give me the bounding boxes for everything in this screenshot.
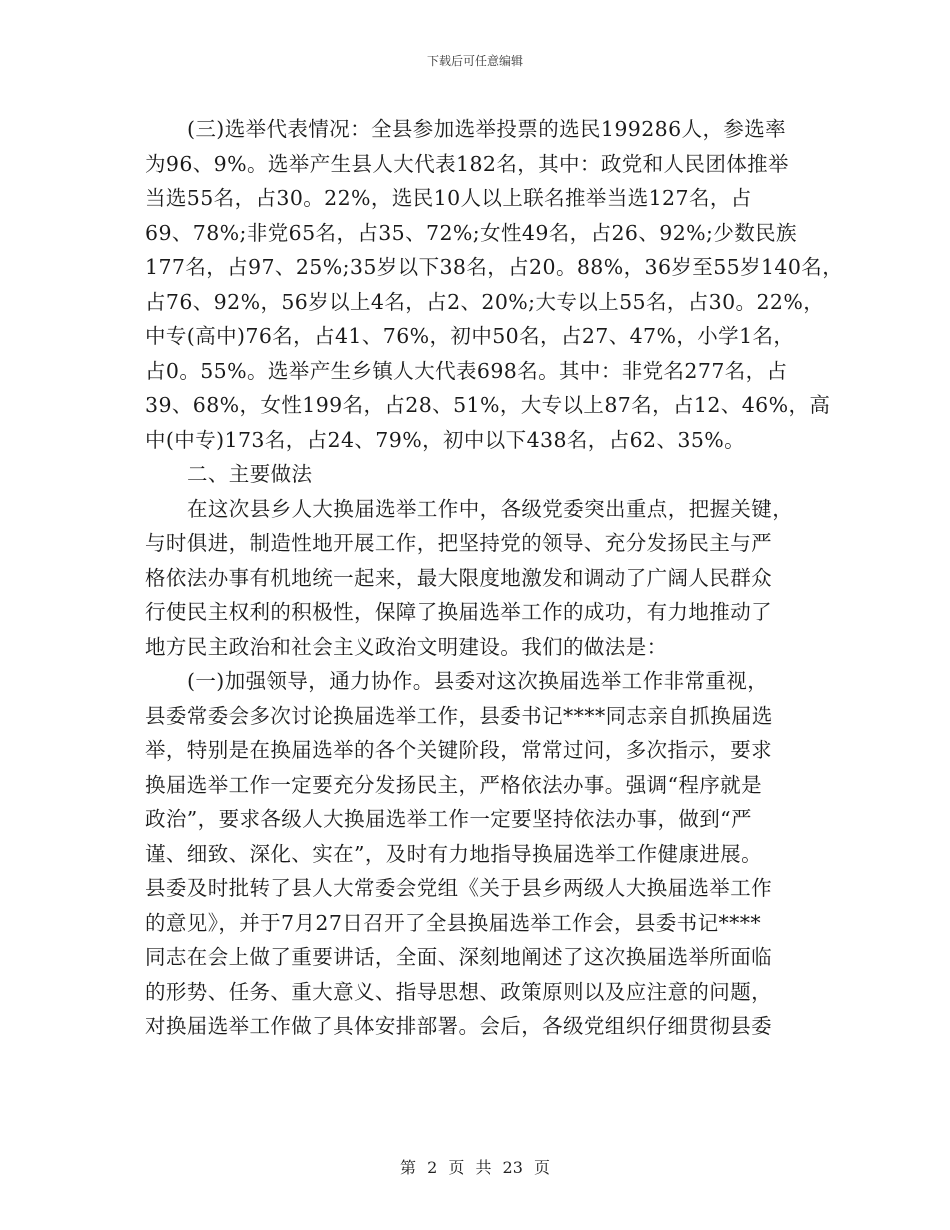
paragraph-line: 的形势、任务、重大意义、指导思想、政策原则以及应注意的问题， (145, 979, 772, 1004)
paragraph-line: 行使民主权利的积极性，保障了换届选举工作的成功，有力地推动了 (145, 600, 772, 624)
document-body (145, 112, 844, 1044)
paragraph-line: 与时俱进，制造性地开展工作，把坚持党的领导、充分发扬民主与严 (145, 531, 772, 555)
paragraph-line: 县委常委会多次讨论换届选举工作，县委书记****同志亲自抓换届选 (145, 703, 773, 728)
paragraph-line: 县委及时批转了县人大常委会党组《关于县乡两级人大换届选举工作 (145, 876, 772, 900)
paragraph-line: 格依法办事有机地统一起来，最大限度地激发和调动了广阔人民群众 (145, 565, 772, 590)
paragraph-line: 占76、92%，56岁以上4名，占2、20%;大专以上55名，占30。22%， (145, 289, 825, 314)
paragraph-line: 举，特别是在换届选举的各个关键阶段，常常过问，多次指示，要求 (145, 738, 772, 762)
section-heading: 二、主要做法 (187, 462, 313, 486)
page-footer: 第 2 页 共 23 页 (400, 1158, 550, 1177)
paragraph-line: (三)选举代表情况：全县参加选举投票的选民199286人，参选率 (187, 117, 787, 141)
paragraph-line: 为96、9%。选举产生县人大代表182名，其中：政党和人民团体推举 (145, 151, 789, 176)
paragraph-line: 中专(高中)76名，占41、76%，初中50名，占27、47%，小学1名， (145, 324, 795, 348)
paragraph-line: 对换届选举工作做了具体安排部署。会后，各级党组织仔细贯彻县委 (145, 1014, 772, 1038)
paragraph-line: 在这次县乡人大换届选举工作中，各级党委突出重点，把握关键， (187, 496, 794, 521)
paragraph-line: 同志在会上做了重要讲话，全面、深刻地阐述了这次换届选举所面临 (145, 945, 772, 969)
paragraph-line: 占0。55%。选举产生乡镇人大代表698名。其中：非党名277名，占 (145, 358, 788, 383)
paragraph-line: 当选55名，占30。22%，选民10人以上联名推举当选127名，占 (145, 186, 752, 210)
paragraph-line: 政治”，要求各级人大换届选举工作一定要坚持依法办事，做到“严 (145, 807, 752, 831)
page-header: 下载后可任意编辑 (426, 54, 523, 68)
paragraph-line: 177名，占97、25%;35岁以下38名，占20。88%，36岁至55岁140名， (145, 255, 844, 279)
paragraph-line: 39、68%，女性199名，占28、51%，大专以上87名，占12、46%，高 (145, 393, 831, 417)
paragraph-line: 地方民主政治和社会主义政治文明建设。我们的做法是： (145, 634, 668, 659)
paragraph-line: 69、78%;非党65名，占35、72%;女性49名，占26、92%;少数民族 (145, 220, 797, 245)
paragraph-line: (一)加强领导，通力协作。县委对这次换届选举工作非常重视， (187, 669, 769, 693)
paragraph-line: 谨、细致、深化、实在”，及时有力地指导换届选举工作健康进展。 (145, 841, 762, 866)
paragraph-line: 的意见》，并于7月27日召开了全县换届选举工作会，县委书记**** (145, 910, 762, 935)
paragraph-line: 中(中专)173名，占24、79%，初中以下438名，占62、35%。 (145, 427, 746, 452)
paragraph-line: 换届选举工作一定要充分发扬民主，严格依法办事。强调“程序就是 (145, 772, 762, 797)
